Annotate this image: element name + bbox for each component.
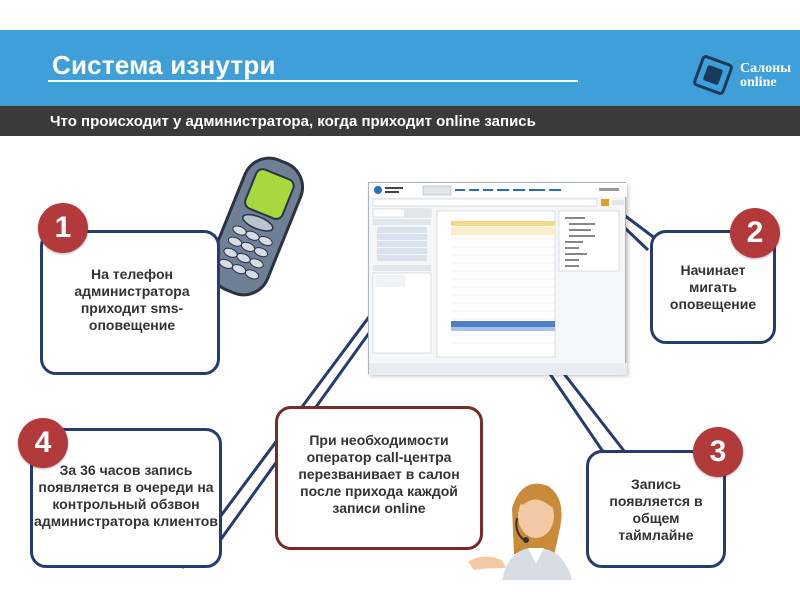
step-2-text: Начинает мигать оповещение (669, 262, 757, 312)
step-1-text: На телефон администратора приходит sms-оповещение (74, 266, 190, 333)
step-1-badge: 1 (38, 203, 88, 253)
step-4-text: За 36 часов запись появляется в очереди на контрольный обзвон администратора клиентов (34, 462, 218, 529)
logo-line1: Салоны (740, 61, 792, 76)
page-subtitle: Что происходит у администратора, когда приходит online запись (50, 113, 536, 130)
admin-app-graphic (369, 183, 627, 375)
operator-note-text: При необходимости оператор call-центра перезванивает в салон после прихода каждой записи online (298, 432, 460, 516)
step-4-badge: 4 (18, 418, 68, 468)
step-2-badge: 2 (730, 208, 780, 258)
call-center-operator-icon (462, 468, 592, 583)
logo-line2: online (740, 75, 777, 90)
step-3-badge: 3 (693, 427, 743, 477)
admin-app-screenshot (368, 182, 626, 374)
page-title: Система изнутри (52, 50, 276, 80)
step-3-text: Запись появляется в общем таймлайне (609, 476, 703, 543)
